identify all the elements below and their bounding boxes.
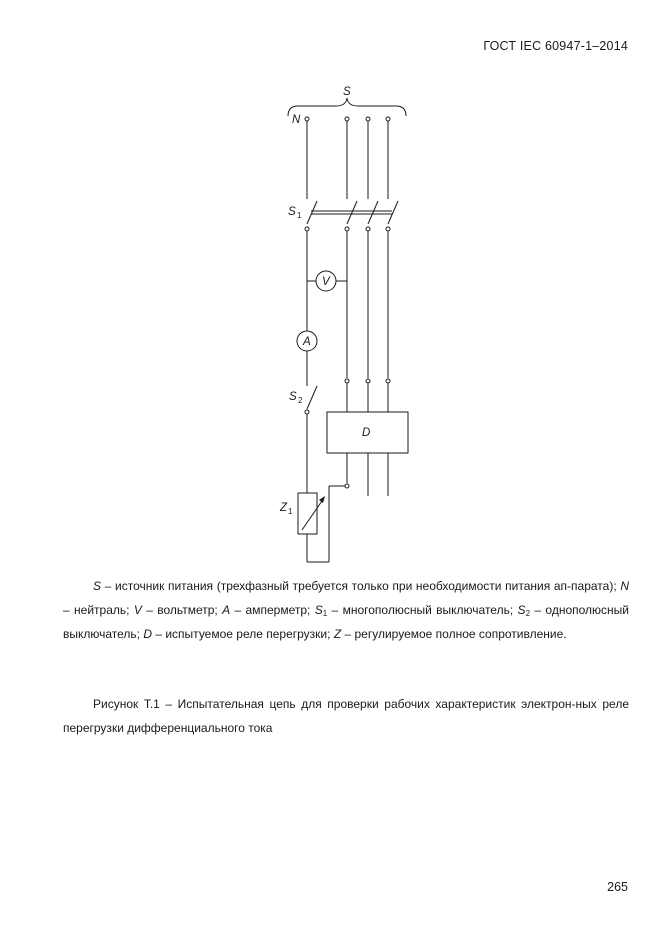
legend-n-symbol: N bbox=[620, 579, 629, 593]
terminal-l1-top bbox=[345, 117, 349, 121]
legend-s2-sub: 2 bbox=[525, 609, 531, 618]
switch-s1 bbox=[307, 201, 398, 224]
legend-a-symbol: A bbox=[222, 603, 231, 617]
legend-n-text: – нейтраль; bbox=[63, 603, 134, 617]
legend-d-symbol: D bbox=[143, 627, 153, 641]
figure-caption bbox=[63, 692, 629, 740]
legend-z-text: – регулируемое полное сопротивление. bbox=[341, 627, 567, 641]
label-z1-sub: 1 bbox=[288, 507, 293, 516]
legend-s1-text: – многополюсный выключатель; bbox=[327, 603, 518, 617]
legend-s-text: – источник питания (трехфазный требуется только при необходимости питания ап-парата); bbox=[101, 579, 621, 593]
label-s2: S bbox=[289, 391, 297, 403]
label-s1-sub: 1 bbox=[297, 211, 302, 220]
page-number: 265 bbox=[607, 880, 628, 894]
legend-s1-sub: 1 bbox=[322, 609, 328, 618]
label-a: A bbox=[303, 336, 311, 348]
legend-s-symbol: S bbox=[93, 579, 102, 593]
document-header: ГОСТ IEC 60947-1–2014 bbox=[483, 39, 628, 53]
label-s2-sub: 2 bbox=[298, 396, 303, 405]
terminal-n-top bbox=[305, 117, 309, 121]
label-z1: Z bbox=[280, 502, 288, 514]
legend-s2-text: – однополюсный выключатель; bbox=[63, 603, 629, 641]
impedance-z1-box bbox=[298, 493, 317, 534]
terminal-l3-top bbox=[386, 117, 390, 121]
legend-d-text: – испытуемое реле перегрузки; bbox=[152, 627, 334, 641]
terminal-l2-top bbox=[366, 117, 370, 121]
label-d: D bbox=[362, 427, 371, 439]
figure-caption-text: Рисунок Т.1 – Испытательная цепь для проверки рабочих характеристик электрон-ных реле перегрузки дифференциального тока bbox=[63, 697, 629, 735]
label-v: V bbox=[322, 276, 330, 288]
source-brace bbox=[288, 98, 406, 116]
legend-s2-symbol: S bbox=[517, 603, 526, 617]
label-s1: S bbox=[288, 206, 296, 218]
legend-z-symbol: Z bbox=[333, 627, 342, 641]
legend-v-symbol: V bbox=[133, 603, 142, 617]
legend-s1-symbol: S bbox=[314, 603, 323, 617]
legend-v-text: – вольтметр; bbox=[141, 603, 223, 617]
label-n: N bbox=[292, 114, 301, 126]
label-s: S bbox=[343, 86, 351, 98]
impedance-z1-arrow bbox=[302, 498, 324, 530]
legend-a-text: – амперметр; bbox=[230, 603, 315, 617]
figure-legend bbox=[63, 574, 629, 646]
switch-s2 bbox=[305, 386, 317, 414]
